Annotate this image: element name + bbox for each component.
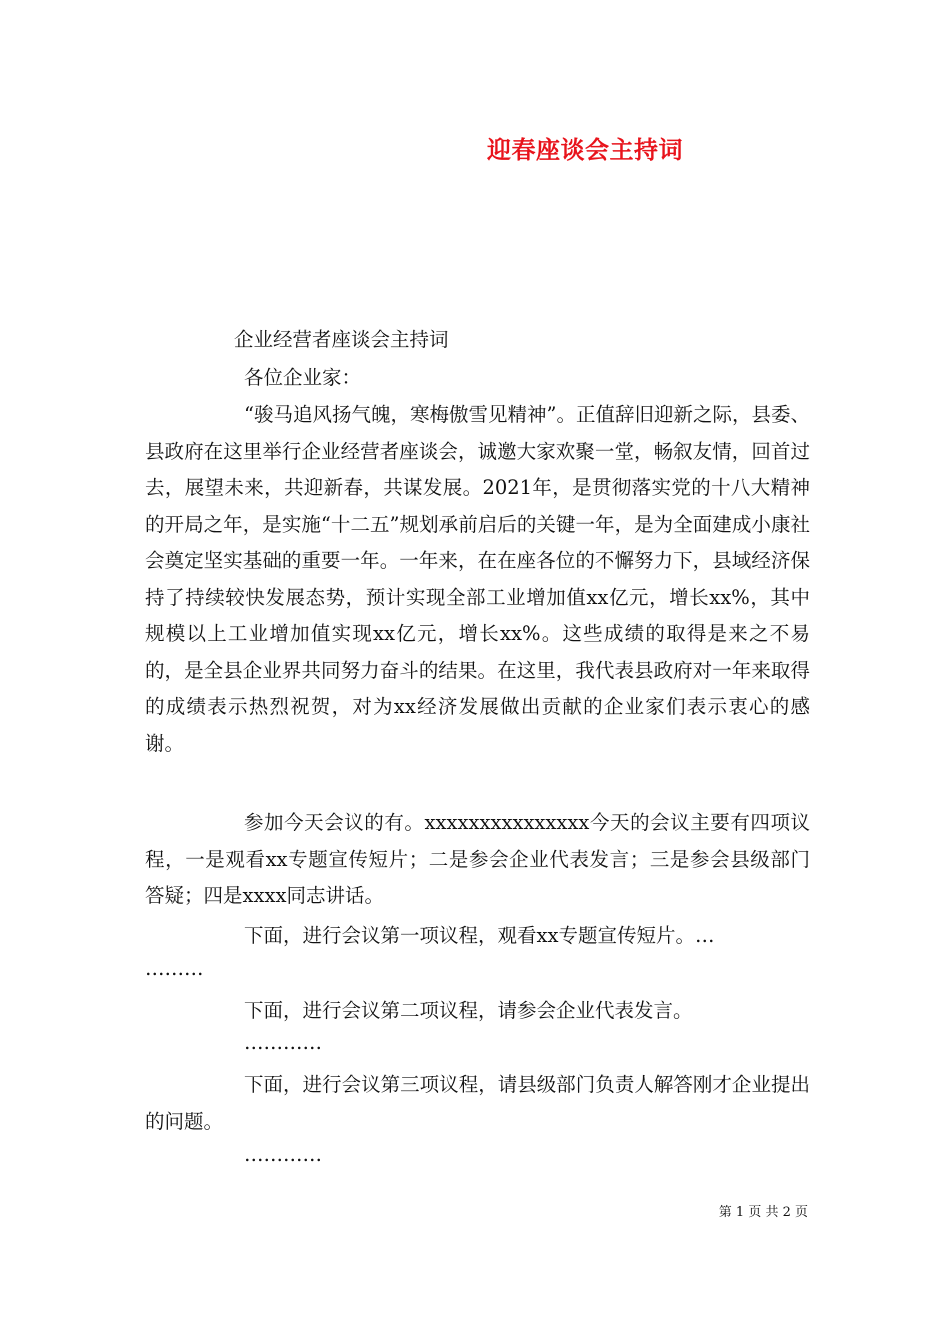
paragraph-item-three: 下面，进行会议第三项议程，请县级部门负责人解答刚才企业提出的问题。 [145, 1073, 810, 1133]
paragraph-item-one: 下面，进行会议第一项议程，观看xx专题宣传短片。… [244, 924, 715, 947]
ellipsis-item-three: ………… [244, 1143, 322, 1166]
document-title: 迎春座谈会主持词 [487, 135, 683, 164]
document-subtitle: 企业经营者座谈会主持词 [234, 328, 449, 351]
paragraph-opening: “骏马追风扬气魄，寒梅傲雪见精神”。正值辞旧迎新之际，县委、县政府在这里举行企业经营者座谈会，诚邀大家欢聚一堂，畅叙友情，回首过去，展望未来，共迎新春，共谋发展。2021年，是贯彻落实党的十八大精神的开局之年，是实施“十二五”规划承前启后的关键一年，是为全面建成小康社会奠定坚实基础的重要一年。一年来，在在座各位的不懈努力下，县域经济保持了持续较快发展态势，预计实现全部工业增加值xx亿元，增长xx%，其中规模以上工业增加值实现xx亿元，增长xx%。这些成绩的取得是来之不易的，是全县企业界共同努力奋斗的结果。在这里，我代表县政府对一年来取得的成绩表示热烈祝贺，对为xx经济发展做出贡献的企业家们表示衷心的感谢。 [145, 403, 810, 755]
paragraph-item-two: 下面，进行会议第二项议程，请参会企业代表发言。 [244, 999, 693, 1022]
ellipsis-item-one: ……… [145, 957, 204, 980]
page-number: 第 1 页 共 2 页 [718, 1205, 808, 1220]
ellipsis-item-two: ………… [244, 1031, 322, 1054]
paragraph-agenda: 参加今天会议的有。xxxxxxxxxxxxxxx今天的会议主要有四项议程，一是观看xx专题宣传短片；二是参会企业代表发言；三是参会县级部门答疑；四是xxxx同志讲话。 [145, 811, 810, 907]
salutation: 各位企业家： [244, 366, 362, 389]
